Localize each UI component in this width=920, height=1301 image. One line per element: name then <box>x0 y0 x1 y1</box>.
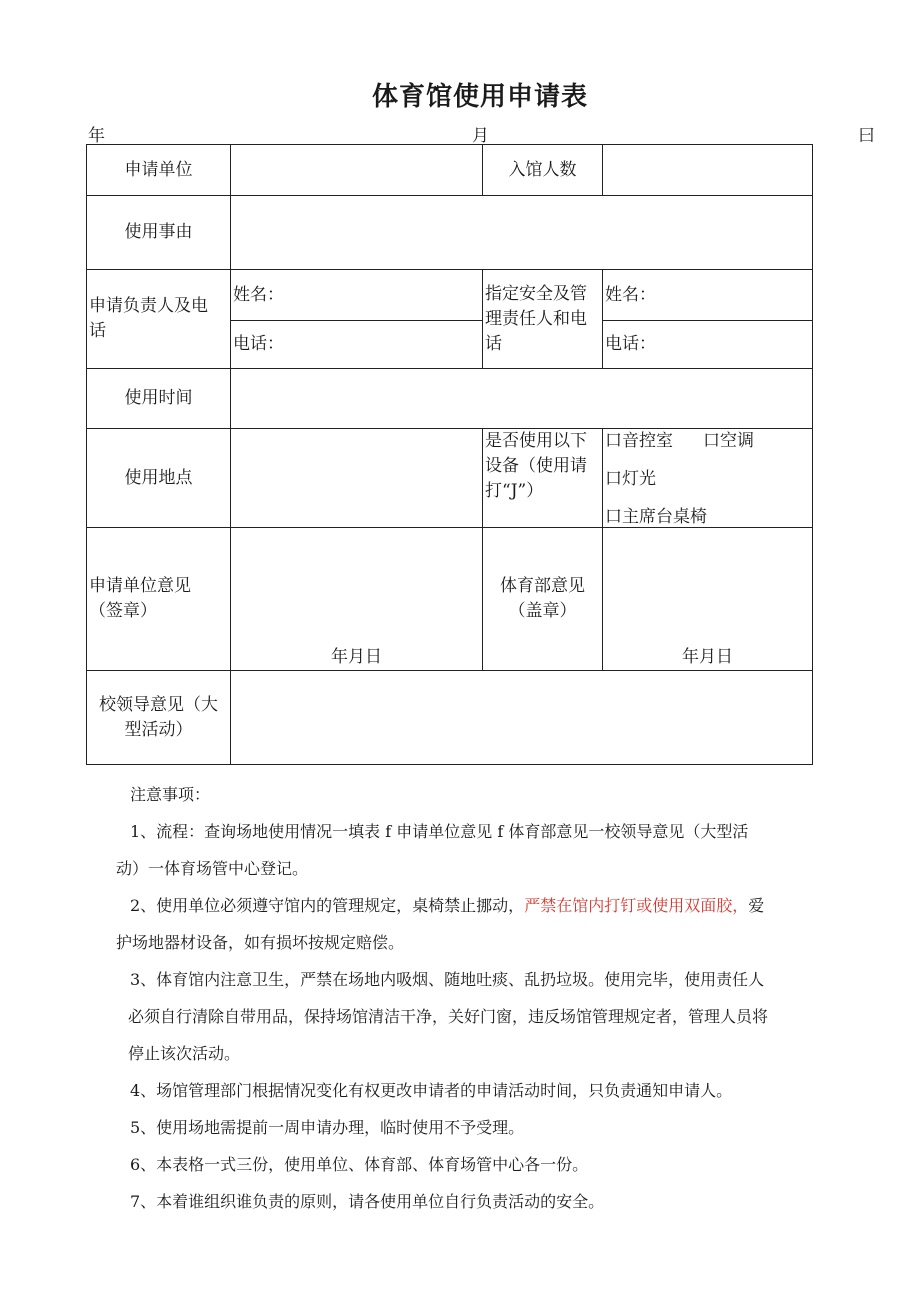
date-year-label: 年 <box>88 126 105 146</box>
date-day-label: 曰 <box>858 126 875 146</box>
safety-name-label: 姓名： <box>605 284 656 305</box>
note-2-tail: 爱 <box>748 896 765 915</box>
unit-opinion-line1: 申请单位意见 <box>89 576 191 596</box>
notes-section <box>116 776 878 1220</box>
purpose-label: 使用事由 <box>87 196 231 270</box>
applicant-person-label-line1: 申请负责人及电 <box>89 296 208 316</box>
applicant-person-label-line2: 话 <box>89 321 106 341</box>
leader-opinion-label <box>87 671 231 765</box>
leader-opinion-line2: 型活动） <box>124 719 193 740</box>
note-item-2 <box>130 887 878 924</box>
note-item-7: 7、本着谁组织谁负责的原则，请各使用单位自行负责活动的安全。 <box>130 1192 605 1211</box>
safety-person-label <box>483 270 603 369</box>
safety-name-field[interactable] <box>603 270 813 321</box>
applicant-name-label: 姓名： <box>233 284 284 305</box>
applicant-unit-field[interactable] <box>231 145 483 196</box>
pe-opinion-line1: 体育部意见 <box>500 576 585 596</box>
note-item-4: 4、场馆管理部门根据情况变化有权更改申请者的申请活动时间，只负责通知申请人。 <box>130 1081 733 1100</box>
safety-person-label-line2: 理责任人和电 <box>485 308 587 329</box>
unit-opinion-field[interactable] <box>231 528 483 671</box>
note-item-5: 5、使用场地需提前一周申请办理，临时使用不予受理。 <box>130 1118 525 1137</box>
safety-person-label-line3: 话 <box>485 333 502 354</box>
note-item-3-cont1: 必须自行清除自带用品，保持场馆清洁干净，关好门窗，违反场馆管理规定者，管理人员将 <box>128 1007 769 1026</box>
pe-opinion-date: 年月日 <box>682 647 733 667</box>
safety-phone-label: 电话： <box>605 334 656 354</box>
pe-opinion-label <box>483 528 603 671</box>
unit-opinion-date: 年月日 <box>331 647 382 667</box>
notes-header: 注意事项： <box>130 785 211 804</box>
chairs-checkbox[interactable]: 口主席台桌椅 <box>605 507 707 527</box>
note-2-line1: 2、使用单位必须遵守馆内的管理规定，桌椅禁止挪动， <box>130 896 525 915</box>
note-item-3-cont2: 停止该次活动。 <box>128 1044 241 1063</box>
attendees-field[interactable] <box>603 145 813 196</box>
purpose-field[interactable] <box>231 196 813 270</box>
applicant-unit-label: 申请单位 <box>87 145 231 196</box>
leader-opinion-field[interactable] <box>231 671 813 765</box>
application-form-table <box>86 144 813 765</box>
use-location-label: 使用地点 <box>87 429 231 528</box>
note-item-3: 3、体育馆内注意卫生，严禁在场地内吸烟、随地吐痰、乱扔垃圾。使用完毕，使用责任人 <box>130 970 765 989</box>
applicant-name-field[interactable] <box>231 270 483 321</box>
safety-person-label-line1: 指定安全及管 <box>485 283 587 304</box>
note-item-1-cont: 动）一体育场管中心登记。 <box>116 859 309 878</box>
use-time-label: 使用时间 <box>87 369 231 429</box>
applicant-phone-label: 电话： <box>233 334 284 354</box>
pe-opinion-line2: （盖章） <box>508 601 577 621</box>
equipment-question-line1: 是否使用以下 <box>485 431 587 451</box>
note-2-red-warning: 严禁在馆内打钉或使用双面胶， <box>524 896 749 915</box>
leader-opinion-line1: 校领导意见（大 <box>99 694 218 715</box>
date-month-label: 月 <box>472 126 489 146</box>
equipment-question-label <box>483 429 603 528</box>
ac-checkbox[interactable]: 口空调 <box>703 431 754 451</box>
use-location-field[interactable] <box>231 429 483 528</box>
applicant-person-label <box>87 270 231 369</box>
unit-opinion-line2: （签章） <box>89 601 157 621</box>
use-time-field[interactable] <box>231 369 813 429</box>
applicant-phone-field[interactable] <box>231 321 483 369</box>
attendees-label: 入馆人数 <box>483 145 603 196</box>
note-item-6: 6、本表格一式三份，使用单位、体育部、体育场管中心各一份。 <box>130 1155 589 1174</box>
safety-phone-field[interactable] <box>603 321 813 369</box>
note-item-2-cont: 护场地器材设备，如有损坏按规定赔偿。 <box>116 933 405 952</box>
equipment-question-line3: 打“J”） <box>485 481 544 501</box>
equipment-options <box>603 429 813 528</box>
lights-checkbox[interactable]: 口灯光 <box>605 469 656 489</box>
note-item-1 <box>130 813 878 850</box>
pe-opinion-field[interactable] <box>603 528 813 671</box>
equipment-question-line2: 设备（使用请 <box>485 456 587 476</box>
sound-room-checkbox[interactable]: 口音控室 <box>605 431 673 451</box>
form-title: 体育馆使用申请表 <box>371 82 588 112</box>
note-1-line1: 1、流程：查询场地使用情况一填表 f 申请单位意见 f 体育部意见一校领导意见（大型活 <box>130 822 749 841</box>
unit-opinion-label <box>87 528 231 671</box>
